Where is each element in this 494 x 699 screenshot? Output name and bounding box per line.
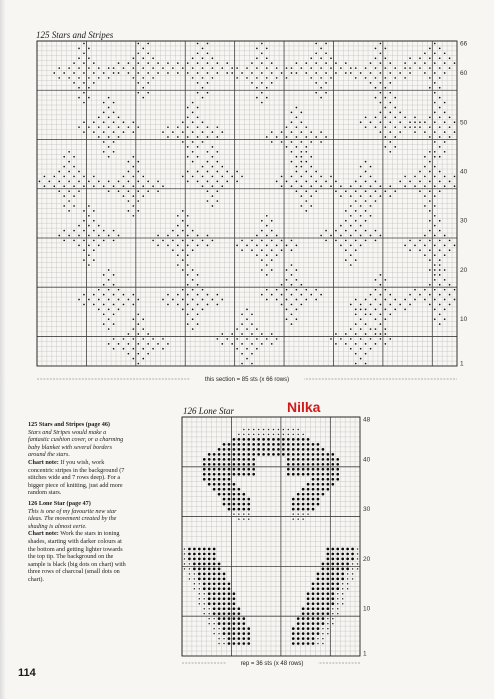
chart-126-row-label: 48 <box>363 416 371 424</box>
chart-125-row-label: 30 <box>460 217 468 225</box>
note-126-label: Chart note: <box>28 530 59 538</box>
chart-126-row-label: 30 <box>363 506 371 514</box>
chart-125-row-label: 20 <box>460 267 468 274</box>
chart-125-caption: this section = 85 sts (x 66 rows) <box>204 377 290 383</box>
chart-125-row-label: 66 <box>460 40 468 48</box>
note-125-intro: Stars and Stripes would make a fantastic cushion cover, or a charming baby blanket with several borders around the stars. <box>28 428 124 459</box>
note-126-intro: This is one of my favourite new star ideas. The movement created by the shading is almost eerie. <box>28 507 117 530</box>
chart-125-row-label: 1 <box>460 360 464 368</box>
chart-125-row-label: 50 <box>460 119 468 127</box>
chart-126-row-label: 1 <box>363 650 367 658</box>
chart-125-row-label: 60 <box>460 70 468 77</box>
note-126-heading: 126 Lone Star (page 47) <box>28 499 91 507</box>
chart-125-row-label: 10 <box>460 316 468 324</box>
note-125-text: If you wish, work concentric stripes in the background (7 stitches wide and 7 rows deep). For a bigger piece of knitting, just add more random stars. <box>28 458 125 497</box>
pattern-notes <box>28 421 128 586</box>
note-125-label: Chart note: <box>28 458 59 466</box>
note-125-heading: 125 Stars and Stripes (page 46) <box>28 421 110 428</box>
watermark-signature: Nilka <box>287 399 321 415</box>
chart-126-row-label: 10 <box>363 605 371 613</box>
chart-126-row-label: 40 <box>363 456 371 464</box>
note-126-text: Work the stars in toning shades, starting with darker colours at the bottom and getting lighter towards the top tip. The background on the sample is black (big dots on chart) with three rows of charcoal (small dots on chart). <box>28 530 126 583</box>
chart-126-title: 126 Lone Star <box>183 406 235 416</box>
page-number: 114 <box>18 667 36 679</box>
chart-125-row-label: 40 <box>460 168 468 176</box>
chart-126-row-label: 20 <box>363 555 371 563</box>
chart-126-fine-grid <box>182 417 360 656</box>
chart-125-title: 125 Stars and Stripes <box>36 30 114 40</box>
chart-126-caption: rep = 36 sts (x 48 rows) <box>240 661 304 667</box>
chart-125-fine-grid <box>37 41 457 366</box>
